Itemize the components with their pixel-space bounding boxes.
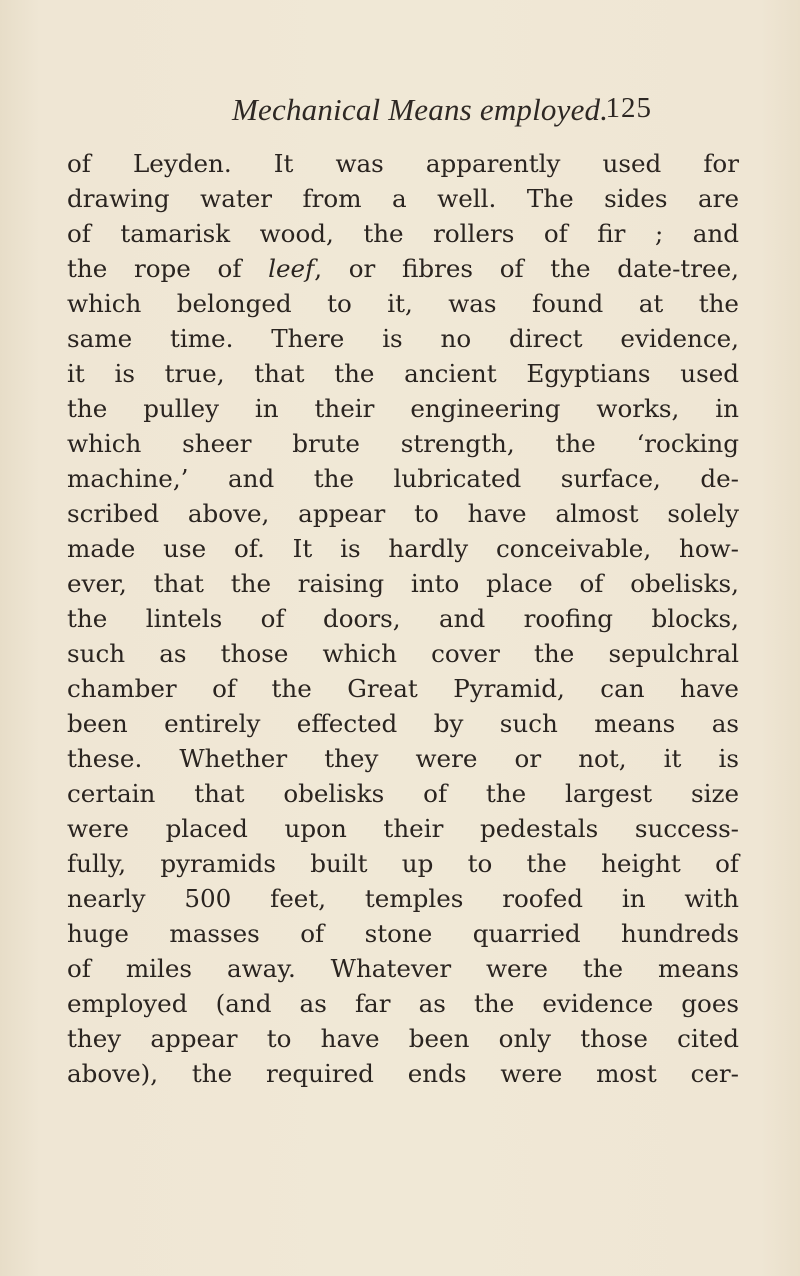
text-line: these. Whether they were or not, it is (67, 744, 739, 773)
text-line: huge masses of stone quarried hundreds (67, 919, 739, 948)
text-line: ever, that the raising into place of obelisks, (67, 569, 739, 598)
text-line: machine,’ and the lubricated surface, de- (67, 464, 739, 493)
text-line: nearly 500 feet, temples roofed in with (67, 884, 739, 913)
body-text (67, 146, 739, 1091)
text-line-with-italic (67, 251, 739, 286)
text-line: they appear to have been only those cited (67, 1024, 739, 1053)
text-line: employed (and as far as the evidence goes (67, 989, 739, 1018)
text-line: of tamarisk wood, the rollers of fir ; and (67, 219, 739, 248)
text-line: which belonged to it, was found at the (67, 289, 739, 318)
text-line: it is true, that the ancient Egyptians used (67, 359, 739, 388)
text-line: which sheer brute strength, the ‘rocking (67, 429, 739, 458)
text-line: such as those which cover the sepulchral (67, 639, 739, 668)
text-line: certain that obelisks of the largest size (67, 779, 739, 808)
text-line: drawing water from a well. The sides are (67, 184, 739, 213)
text-line: above), the required ends were most cer- (67, 1059, 739, 1088)
text-line: made use of. It is hardly conceivable, how- (67, 534, 739, 563)
text-line: of Leyden. It was apparently used for (67, 149, 739, 178)
text-line: fully, pyramids built up to the height of (67, 849, 739, 878)
running-head (232, 92, 652, 132)
text-line: chamber of the Great Pyramid, can have (67, 674, 739, 703)
text-line: the lintels of doors, and roofing blocks, (67, 604, 739, 633)
text-line: were placed upon their pedestals success- (67, 814, 739, 843)
italic-word-leef: leef (268, 254, 315, 283)
running-title: Mechanical Means employed. (232, 92, 609, 127)
text-line: same time. There is no direct evidence, (67, 324, 739, 353)
page-number: 125 (605, 92, 652, 124)
text-line: scribed above, appear to have almost solely (67, 499, 739, 528)
text-line: of miles away. Whatever were the means (67, 954, 739, 983)
text-line: the pulley in their engineering works, in (67, 394, 739, 423)
line-segment: , or fibres of the date-tree, (314, 254, 739, 283)
line-segment: the rope of (67, 254, 269, 283)
text-line: been entirely effected by such means as (67, 709, 739, 738)
